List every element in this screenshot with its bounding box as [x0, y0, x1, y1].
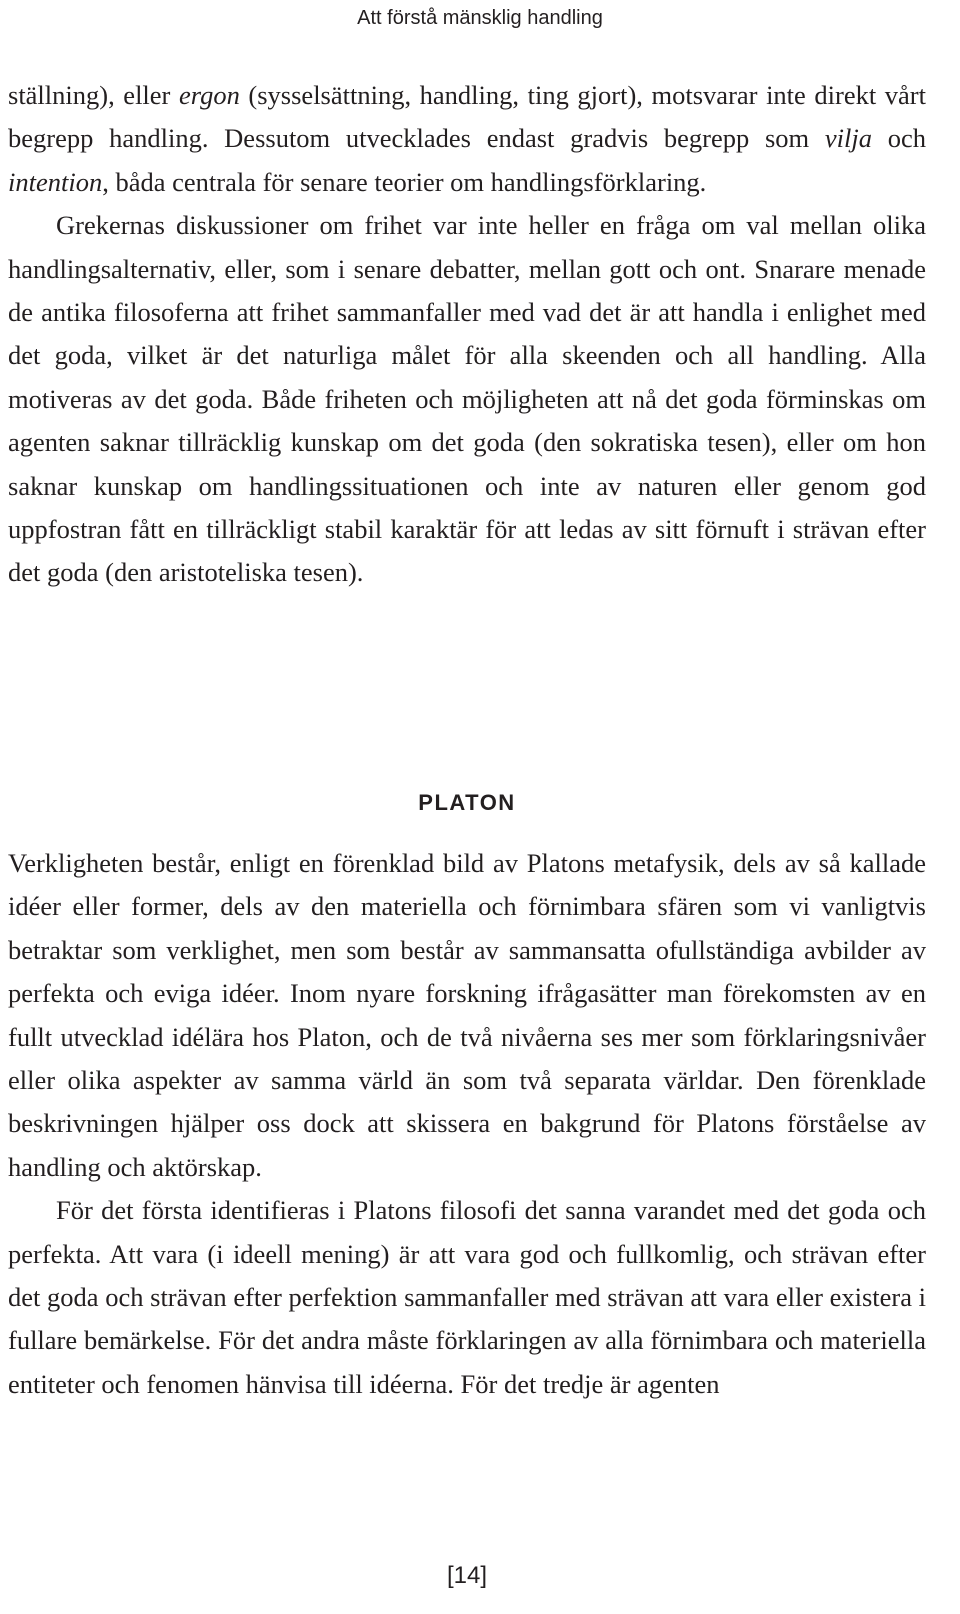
paragraph-1	[8, 74, 926, 204]
text-run-italic: intention	[8, 166, 103, 197]
text-run: ställning), eller	[8, 80, 179, 110]
section-heading-platon: PLATON	[418, 790, 516, 815]
text-run-italic: vilja	[824, 123, 872, 154]
text-run: och	[872, 123, 926, 154]
text-run-italic: ergon	[178, 80, 240, 110]
paragraph-3	[8, 842, 926, 1189]
running-head: Att förstå mänsklig handling	[357, 7, 603, 29]
text-run: Verkligheten består, enligt en förenklad bild av Platons metafysik, dels av så kallade idéer eller former, dels av den materiella och förnimbara sfären som vi vanligtvis betraktar som verklighet, men som består av sammansatta ofullständiga avbilder av perfekta och eviga idéer. Inom nyare forskning ifrågasätter man förekomsten av en fullt utvecklad idélära hos Platon, och de två nivåerna ses mer som förklaringsnivåer eller olika aspekter av samma värld än som två separata världar. Den förenklade beskrivningen hjälper oss dock att skissera en bakgrund för Platons förståelse av handling och aktörskap.	[8, 848, 926, 1182]
text-run: , båda centrala för senare teorier om handlingsförklaring.	[102, 166, 707, 197]
paragraph-2	[8, 204, 926, 595]
text-run: Grekernas diskussioner om frihet var inte heller en fråga om val mellan olika handlingsalternativ, eller, som i senare debatter, mellan gott och ont. Snarare menade de antika filosoferna att frihet sammanfaller med vad det är att handla i enlighet med det goda, vilket är det naturliga målet för alla skeenden och all handling. Alla motiveras av det goda. Både friheten och möjligheten att nå det goda förminskas om agenten saknar tillräcklig kunskap om det goda (den sokratiska tesen), eller om hon saknar kunskap om handlingssituationen och inte av naturen eller genom god uppfostran fått en tillräckligt stabil karaktär för att ledas av sitt förnuft i strävan efter det goda (den aristoteliska tesen).	[8, 210, 926, 588]
text-run: (sysselsättning, handling, ting gjort), motsvarar inte direkt vårt begrepp handling. Dessutom utvecklades endast gradvis begrepp som	[8, 80, 926, 154]
page-number: [14]	[446, 1562, 488, 1589]
body-text-section-one	[8, 74, 926, 595]
paragraph-4	[8, 1189, 926, 1406]
body-text-section-two	[8, 842, 926, 1406]
text-run: För det första identifieras i Platons filosofi det sanna varandet med det goda och perfekta. Att vara (i ideell mening) är att vara god och fullkomlig, och strävan efter det goda och strävan efter perfektion sammanfaller med strävan att vara eller existera i fullare bemärkelse. För det andra måste förklaringen av alla förnimbara och materiella entiteter och fenomen hänvisa till idéerna. För det tredje är agenten	[8, 1195, 926, 1399]
